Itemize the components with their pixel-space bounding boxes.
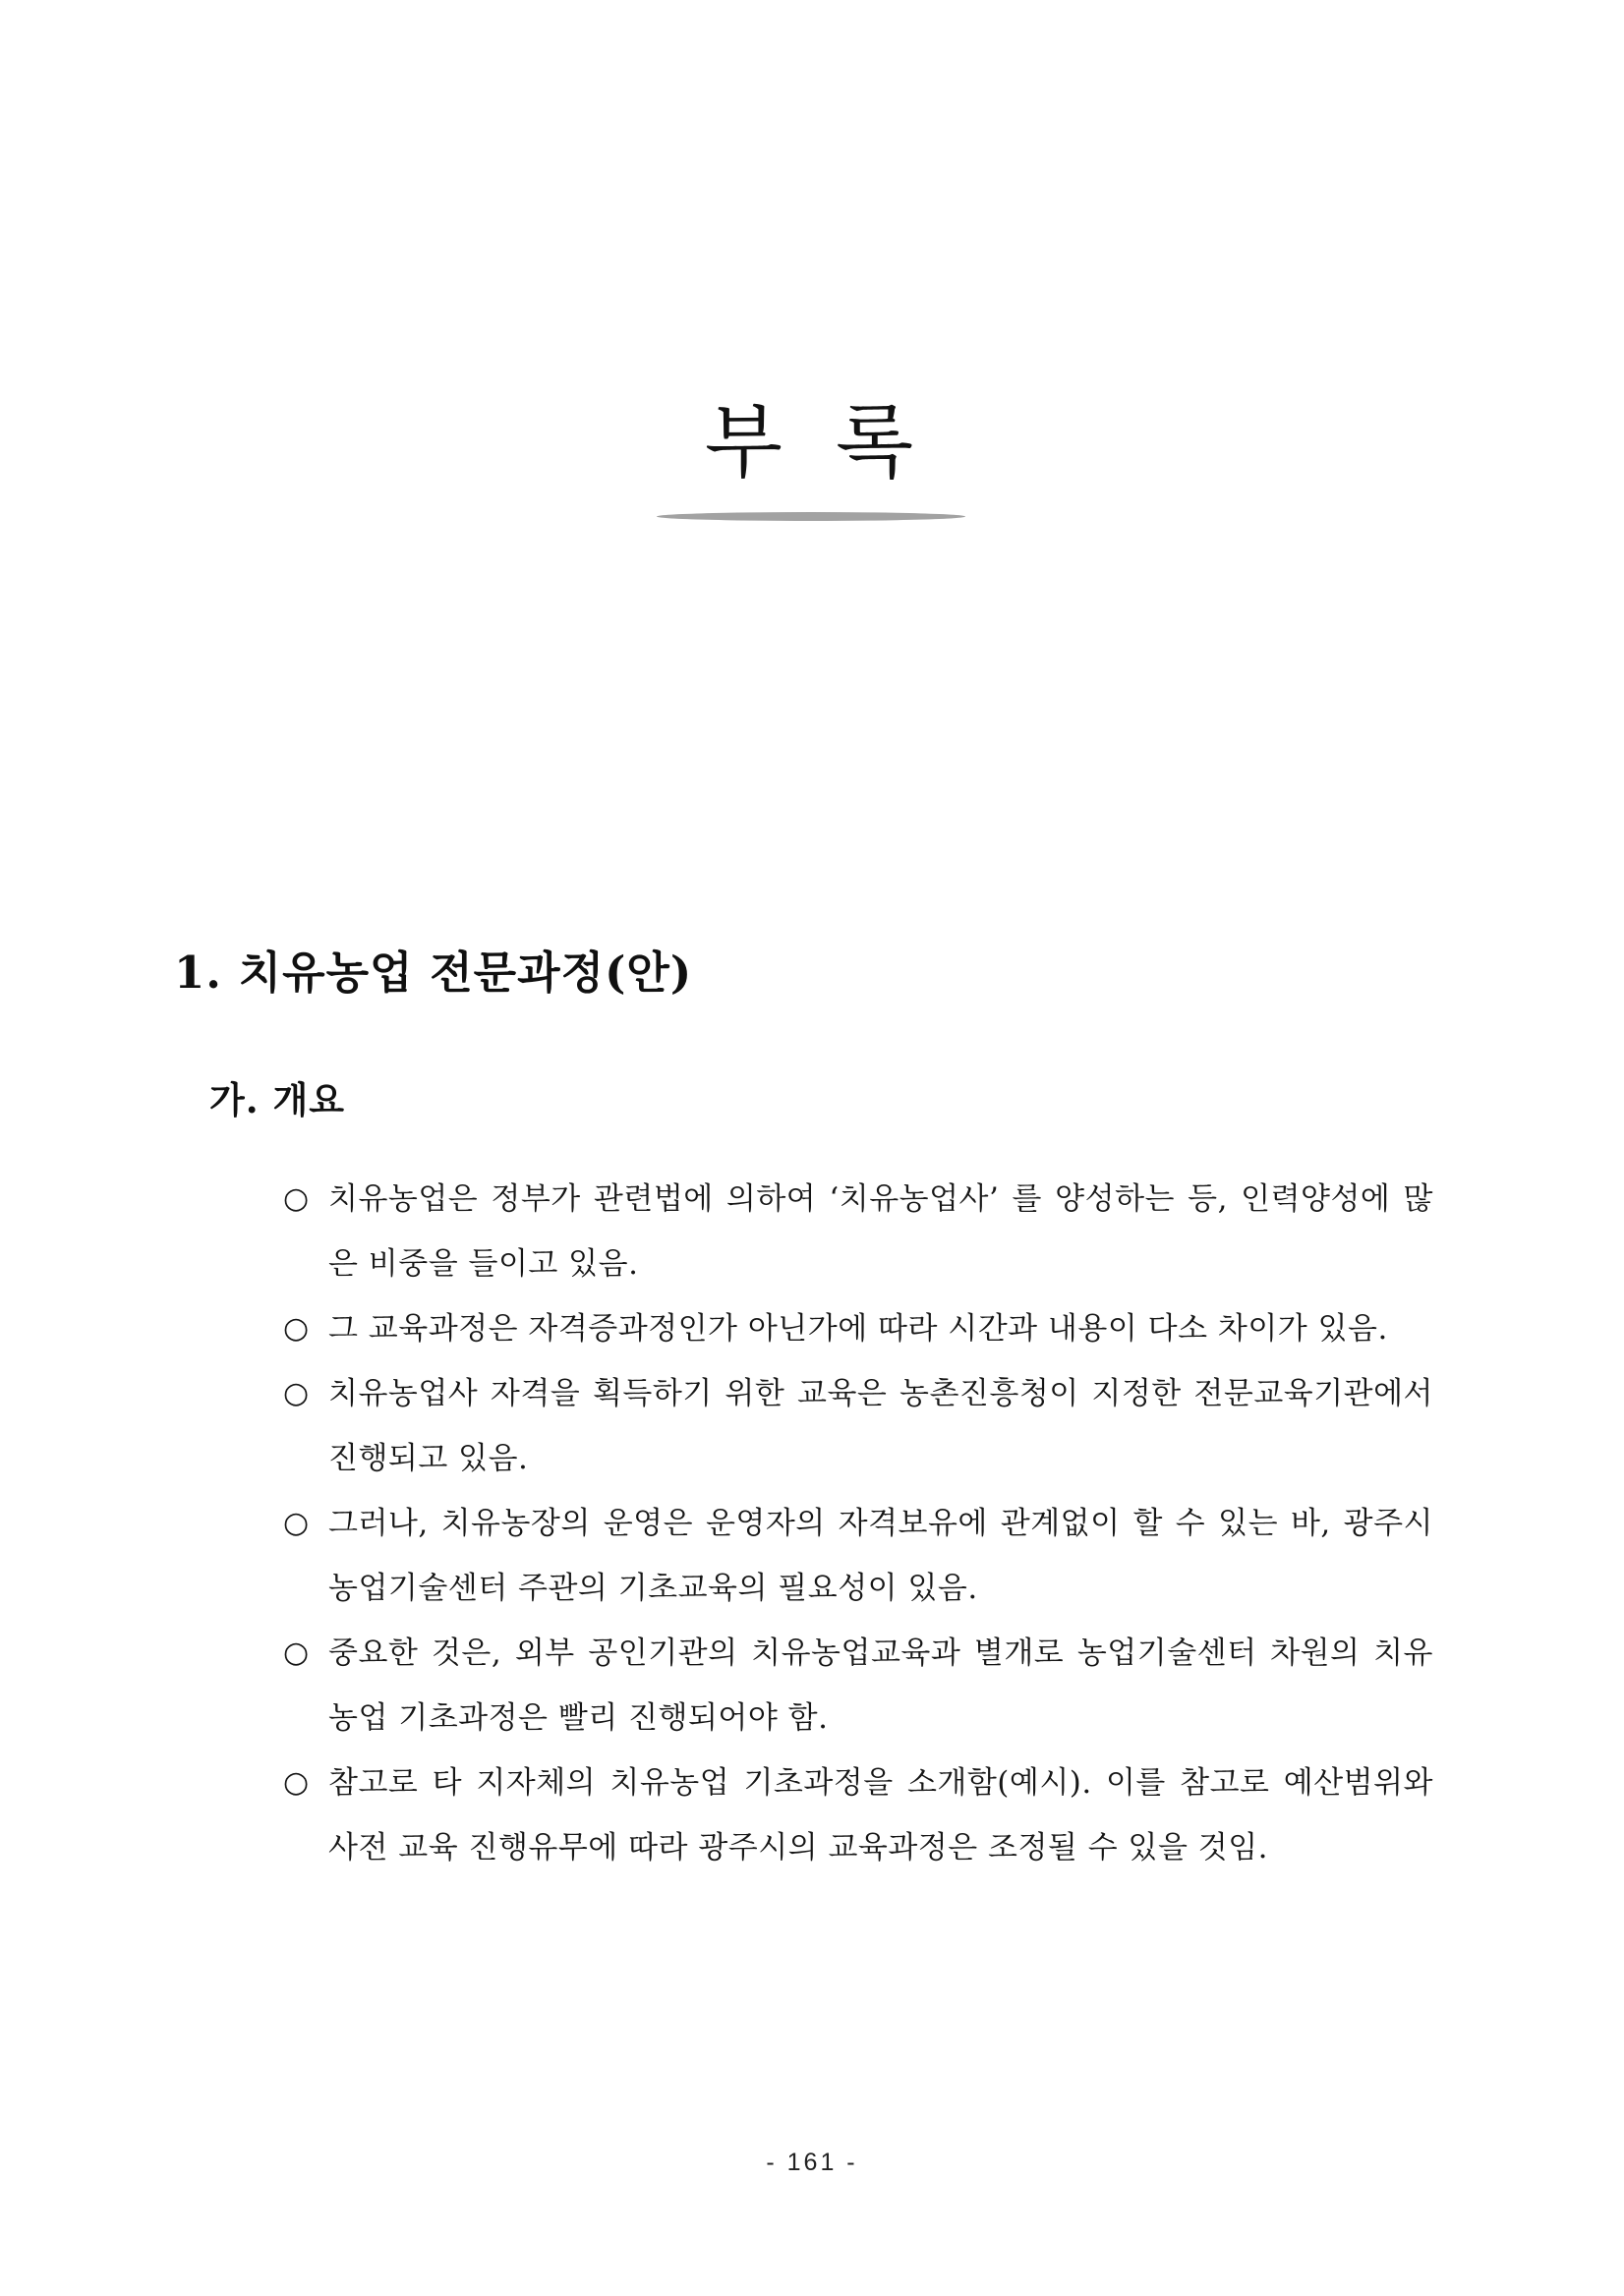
list-item xyxy=(283,1361,1433,1491)
bullet-text: 중요한 것은, 외부 공인기관의 치유농업교육과 별개로 농업기술센터 차원의 치유농업 기초과정은 빨리 진행되어야 함. xyxy=(328,1636,1433,1736)
page-title: 부 록 xyxy=(704,396,920,489)
bullet-list xyxy=(283,1167,1433,1880)
circle-bullet-icon: ○ xyxy=(283,1311,310,1346)
list-item xyxy=(283,1491,1433,1621)
bullet-text: 그러나, 치유농장의 운영은 운영자의 자격보유에 관계없이 할 수 있는 바, 광주시 농업기술센터 주관의 기초교육의 필요성이 있음. xyxy=(328,1506,1433,1606)
circle-bullet-icon: ○ xyxy=(283,1376,310,1410)
section-heading: 1. 치유농업 전문과정(안) xyxy=(174,947,693,999)
page-number: - 161 - xyxy=(766,2149,858,2176)
circle-bullet-icon: ○ xyxy=(283,1181,310,1216)
list-item xyxy=(283,1167,1433,1296)
title-underline-rule xyxy=(657,512,965,521)
bullet-text: 그 교육과정은 자격증과정인가 아닌가에 따라 시간과 내용이 다소 차이가 있음. xyxy=(328,1311,1388,1347)
circle-bullet-icon: ○ xyxy=(283,1636,310,1670)
bullet-text: 치유농업은 정부가 관련법에 의하여 ‘치유농업사’ 를 양성하는 등, 인력양성에 많은 비중을 들이고 있음. xyxy=(328,1181,1433,1282)
list-item xyxy=(283,1296,1433,1361)
list-item xyxy=(283,1751,1433,1880)
bullet-text: 치유농업사 자격을 획득하기 위한 교육은 농촌진흥청이 지정한 전문교육기관에서 진행되고 있음. xyxy=(328,1376,1433,1476)
bullet-text: 참고로 타 지자체의 치유농업 기초과정을 소개함(예시). 이를 참고로 예산범위와 사전 교육 진행유무에 따라 광주시의 교육과정은 조정될 수 있을 것임. xyxy=(328,1765,1433,1866)
subsection-heading: 가. 개요 xyxy=(209,1078,345,1121)
circle-bullet-icon: ○ xyxy=(283,1506,310,1540)
list-item xyxy=(283,1621,1433,1751)
circle-bullet-icon: ○ xyxy=(283,1765,310,1800)
